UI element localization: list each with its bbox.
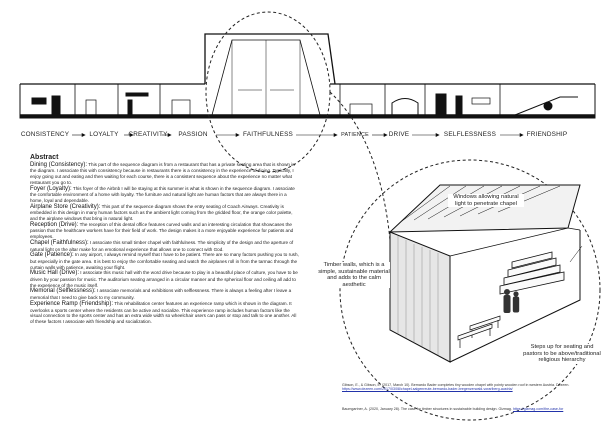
label-drive: DRIVE xyxy=(388,131,410,138)
paragraph-foyer xyxy=(30,186,300,204)
citation-2-text: Baumgartner, A. (2020, January 28). The case for timber structures in sustainable building design. Gizmag. xyxy=(342,407,512,411)
paragraph-experience-ramp xyxy=(30,301,300,325)
chapel-section xyxy=(205,34,335,115)
pews xyxy=(458,316,500,348)
paragraph-body: In any airport, I always remind myself that I have to be patient. There are so many factors pushing you to rush, but especially in the gate area. It is best to enjoy the comfortable seating and watch the airplanes roll in from the tarmac through the curtain walls with patience, awaiting your flight. xyxy=(30,252,299,270)
label-faithfulness: FAITHFULNESS xyxy=(243,131,293,138)
paragraph-gate xyxy=(30,252,300,270)
paragraph-dining xyxy=(30,162,300,186)
paragraph-music-hall xyxy=(30,270,300,288)
abstract-section xyxy=(30,155,300,325)
paragraph-reception xyxy=(30,222,300,240)
label-friendship: FRIENDSHIP xyxy=(526,131,568,138)
citation-1-link[interactable]: https://www.dezeen.com/2017/03/08/chapel-salgenreute-bernardo-bader-bregenzerwald-vorarlberg-austria/ xyxy=(342,387,513,392)
paragraph-title: Airplane Store (Creativity): xyxy=(30,203,101,210)
label-consistency: CONSISTENCY xyxy=(20,131,70,138)
paragraph-title: Music Hall (Drive): xyxy=(30,270,80,277)
people-silhouettes xyxy=(504,289,520,313)
section-strip xyxy=(20,34,595,118)
altar-steps xyxy=(500,252,564,294)
annotation-steps: Steps up for seating and pastors to be above/traditional religious hierarchy xyxy=(523,344,601,364)
paragraph-body: I associate memorials and exhibitions with selflessness. There is always a feeling after I leave a memorial that I need to give back to my community. xyxy=(30,288,292,301)
citation-1 xyxy=(342,383,582,392)
chapel-axonometric xyxy=(390,185,582,362)
paragraph-title: Gate (Patience): xyxy=(30,252,74,259)
paragraph-airplane-store xyxy=(30,204,300,222)
label-selflessness: SELFLESSNESS xyxy=(443,131,497,138)
section-ground xyxy=(20,115,595,118)
paragraph-memorial xyxy=(30,288,300,300)
citation-2 xyxy=(342,407,582,411)
citation-1-text: Gibson, E., & Gibson, E. (2017, March 10). Bernardo Bader completes tiny wooden chapel with pointy wooden roof in western Austria. Dezeen. xyxy=(342,383,570,387)
paragraph-title: Dining (Consistency): xyxy=(30,161,88,168)
paragraph-title: Experience Ramp (Friendship): xyxy=(30,300,114,307)
paragraph-body: This part of the sequence diagram is from a restaurant that has a private seating area that is shown in the diagram. I associate this with consistency because in restaurants there is a consistency in the experience of dining. Typically, I enjoy going out and eating and then waiting for each course, there is a consistent sequence about the experience no matter what restaurant you go to. xyxy=(30,161,295,185)
paragraph-body: I associate this small timber chapel with faithfulness. The simplicity of the design and the aperture of natural light on the altar make for an emotional experience that allows one to connect with God. xyxy=(30,239,294,252)
paragraph-body: This rehabilitation center features an experience ramp which is shown in the diagram. It overlooks a sports center where the residents can be active and socialize. This experience ramp includes human factors like the visual connection to the sports center and has an extra wide width so wheelchair users can pass or stop and talk to one another. All of these factors I associate with friendship and socialization. xyxy=(30,300,297,324)
label-passion: PASSION xyxy=(178,131,208,138)
paragraph-body: The reception of this dental office features curved walls and an interesting circulation that showcases the passion that the healthcare workers have for their field of work. The design makes it a more enjoyable experience for patients and employees. xyxy=(30,221,294,240)
paragraph-title: Chapel (Faithfulness): xyxy=(30,239,89,246)
chapel-roof xyxy=(390,185,580,232)
chapel-back-wall xyxy=(450,228,580,256)
label-loyalty: LOYALTY xyxy=(89,131,119,138)
paragraph-body: This foyer of the Airbnb I will be staying at this summer is what is shown in the sequence diagram. I associate the comfortable environment of a home with loyalty. The furniture and natural light are human factors that are always there in a home, loyal and dependable. xyxy=(30,185,295,203)
annotation-timber: Timber walls, which is a simple, sustainable material and adds to the calm aesthetic xyxy=(318,262,390,288)
chapel-callout-circle xyxy=(206,12,330,172)
chapel-left-wall xyxy=(390,232,450,362)
annotation-windows: Windows allowing natural light to penetrate chapel xyxy=(448,194,524,207)
paragraph-chapel xyxy=(30,240,300,252)
label-creativity: CREATIVITY xyxy=(128,131,168,138)
paragraph-title: Memorial (Selflessness): xyxy=(30,288,96,295)
label-patience: PATIENCE xyxy=(341,132,369,138)
paragraph-body: I associate this music hall with the word drive because to play in a beautiful place of culture, you have to be driven by your passion for music. The auditorium seating arranged in a circular manner and the spherical floor and ceiling all add to the experience of the music itself. xyxy=(30,270,298,288)
abstract-heading: Abstract xyxy=(30,154,59,161)
paragraph-title: Reception (Drive): xyxy=(30,221,79,228)
citation-2-link[interactable]: https://gizmag.com/the-case-for xyxy=(512,407,564,411)
paragraph-body: This part of the sequence diagram shows the entry seating of Coach Airways. Creativity is embedded in this design in many human factors such as the ambient light coming from the gridded floor, the orange color palette, and the airplane windows that bring in natural light. xyxy=(30,203,293,222)
paragraph-title: Foyer (Loyalty): xyxy=(30,185,72,192)
